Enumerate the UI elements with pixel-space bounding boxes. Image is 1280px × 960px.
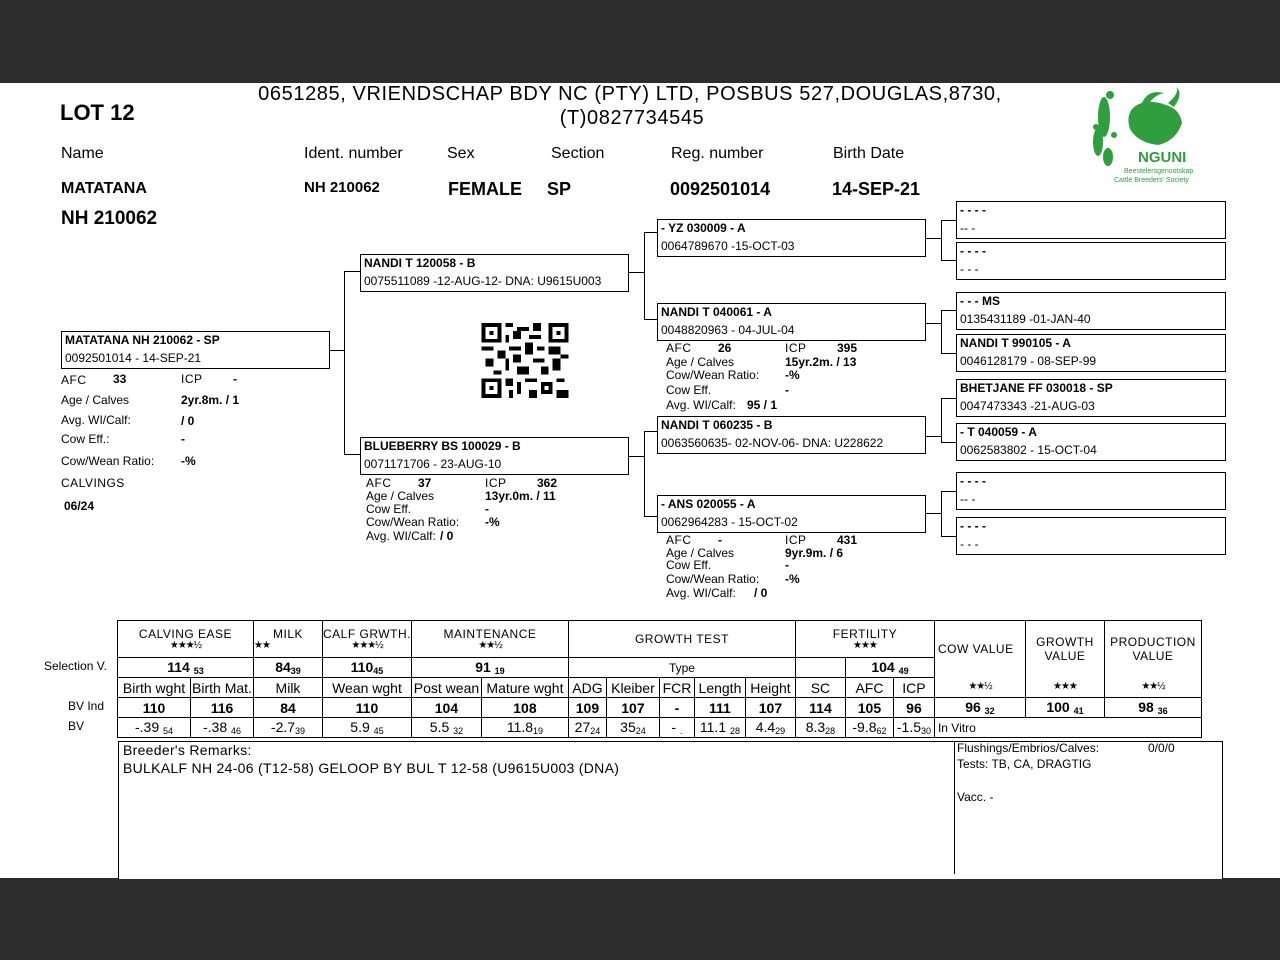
- g3-8-title: - - - -: [960, 519, 986, 533]
- dd-age: 9yr.9m. / 6: [785, 546, 844, 560]
- bv-wean-wght: [323, 718, 412, 738]
- production-value-stars-cell: [1104, 678, 1201, 698]
- growth-test-type: [568, 658, 795, 678]
- ind-height: 107: [745, 698, 795, 718]
- bv-fcr-val: -: [671, 719, 677, 735]
- sire-reg: 0075511089 -12-AUG-12- DNA: U9615U003: [364, 274, 602, 288]
- dam-eff: -: [485, 502, 489, 516]
- bv-wean-wght-val: 5.9: [350, 719, 370, 735]
- sel-milk: [254, 658, 323, 678]
- dd-eff-label: Cow Eff.: [666, 558, 712, 572]
- calvings-label: CALVINGS: [61, 476, 125, 490]
- g3-8-reg: - - -: [960, 537, 979, 551]
- pedigree-animal-title: MATATANA NH 210062 - SP: [65, 333, 220, 347]
- dam-icp-label: ICP: [485, 476, 507, 490]
- ind-adg: 109: [568, 698, 606, 718]
- ind-birth-wght: 110: [118, 698, 191, 718]
- sel-fert-val: 104: [871, 659, 895, 675]
- animal-age: 2yr.8m. / 1: [181, 393, 240, 407]
- ind-post-wean: 104: [411, 698, 481, 718]
- dd-eff: -: [785, 558, 789, 572]
- dam-age: 13yr.0m. / 11: [485, 489, 556, 503]
- trait-adg: ADG: [568, 678, 606, 698]
- sd-icp: 395: [837, 341, 858, 355]
- ind-sc: 114: [795, 698, 845, 718]
- owner-line-2: (T)0827734545: [559, 107, 705, 129]
- growth-test-type-label: Type: [668, 660, 695, 675]
- sel-maint: [411, 658, 568, 678]
- ss-reg: 0064789670 -15-OCT-03: [661, 239, 795, 253]
- ds-title: NANDI T 060235 - B: [661, 418, 773, 432]
- bv-mature-wght-acc: 19: [533, 726, 544, 736]
- bv-milk-val: -2.7: [270, 719, 296, 735]
- production-value-title: PRODUCTION VALUE: [1110, 635, 1196, 664]
- bv-birth-wght-val: -.39: [134, 719, 160, 735]
- bv-birth-wght: [118, 718, 191, 738]
- ind-milk: 84: [254, 698, 323, 718]
- bv-height-val: 4.4: [755, 719, 776, 735]
- bv-post-wean-val: 5.5: [429, 719, 450, 735]
- sel-calving: [118, 658, 254, 678]
- bv-icp: [893, 718, 934, 738]
- col-section-label: Section: [551, 145, 605, 162]
- sel-fert-acc: 49: [898, 666, 909, 676]
- bv-ind-label: BV Ind: [68, 699, 105, 713]
- fertility-header: [795, 621, 934, 658]
- sd-afc-label: AFC: [666, 341, 692, 355]
- dd-afc: -: [718, 533, 722, 547]
- pedigree-g3-box-7: [956, 472, 1226, 510]
- dd-wi-label: Avg. WI/Calf:: [666, 586, 736, 600]
- ind-mature-wght: 108: [481, 698, 568, 718]
- animal-icp-label: ICP: [181, 372, 203, 386]
- pedigree-g3-box-4: [956, 334, 1226, 372]
- production-value-stars: ★★½: [1141, 681, 1165, 693]
- col-sex-label: Sex: [447, 145, 475, 162]
- calving-ease-title: CALVING EASE: [138, 627, 233, 641]
- animal-ident-large: NH 210062: [61, 208, 158, 229]
- animal-section: SP: [547, 179, 572, 199]
- sd-cw-label: Cow/Wean Ratio:: [666, 368, 760, 382]
- growth-value-title: GROWTH VALUE: [1036, 635, 1094, 664]
- animal-cw: -%: [181, 454, 196, 468]
- dd-icp-label: ICP: [785, 533, 807, 547]
- bv-adg-acc: 24: [590, 726, 601, 736]
- logo-title: NGUNI: [1138, 149, 1187, 166]
- qr-code-icon: [481, 323, 569, 398]
- dd-cw-label: Cow/Wean Ratio:: [666, 572, 760, 586]
- g3-3-reg: 0135431189 -01-JAN-40: [960, 312, 1091, 326]
- sd-age-label: Age / Calves: [666, 355, 735, 369]
- sel-calf-acc: 45: [373, 666, 384, 676]
- bv-height: [745, 718, 795, 738]
- flushings-value: 0/0/0: [1148, 741, 1175, 755]
- animal-birth: 14-SEP-21: [832, 179, 921, 199]
- dam-age-label: Age / Calves: [366, 489, 435, 503]
- trait-mature-wght: Mature wght: [481, 678, 568, 698]
- animal-age-label: Age / Calves: [61, 393, 130, 407]
- sd-title: NANDI T 040061 - A: [661, 305, 772, 319]
- g3-5-title: BHETJANE FF 030018 - SP: [960, 381, 1113, 395]
- dam-cw-label: Cow/Wean Ratio:: [366, 515, 460, 529]
- animal-cw-label: Cow/Wean Ratio:: [61, 454, 155, 468]
- bv-birth-mat: [191, 718, 254, 738]
- g3-2-reg: - - -: [960, 262, 979, 276]
- bv-kleiber-val: 35: [620, 719, 636, 735]
- g3-3-title: - - - MS: [960, 294, 1000, 308]
- dd-icp: 431: [837, 533, 858, 547]
- production-value: 98: [1138, 699, 1154, 715]
- g3-5-reg: 0047473343 -21-AUG-03: [960, 399, 1095, 413]
- bv-post-wean-acc: 32: [453, 726, 464, 736]
- g3-6-title: - T 040059 - A: [960, 425, 1037, 439]
- logo-subtitle-2: Cattle Breeders' Society: [1114, 177, 1189, 184]
- cow-value-cell: [934, 698, 1025, 718]
- breeding-values-table: [117, 620, 1202, 738]
- calf-growth-header: [323, 621, 412, 658]
- animal-afc: 33: [113, 372, 127, 386]
- growth-value-header: [1025, 621, 1104, 678]
- trait-length: Length: [694, 678, 745, 698]
- pedigree-ds-box: [657, 416, 926, 454]
- sd-wi-label: Avg. WI/Calf:: [666, 398, 736, 412]
- sel-calf-val: 110: [350, 659, 374, 675]
- sel-calf: [323, 658, 412, 678]
- g3-7-title: - - - -: [960, 474, 986, 488]
- milk-header: [254, 621, 323, 658]
- trait-afc: AFC: [845, 678, 893, 698]
- in-vitro-label: In Vitro: [937, 720, 976, 735]
- bv-length-val: 11.1: [699, 719, 727, 735]
- bv-kleiber-acc: 24: [635, 726, 646, 736]
- dam-icp: 362: [537, 476, 558, 490]
- col-name-label: Name: [61, 145, 104, 162]
- calvings-value: 06/24: [64, 499, 95, 513]
- milk-title: MILK: [272, 627, 303, 641]
- sel-fert: [845, 658, 934, 678]
- sd-afc: 26: [718, 341, 732, 355]
- fertility-title: FERTILITY: [832, 627, 898, 641]
- dam-afc-label: AFC: [366, 476, 392, 490]
- sd-eff-label: Cow Eff.: [666, 383, 712, 397]
- dd-cw: -%: [785, 572, 800, 586]
- bv-sc: [795, 718, 845, 738]
- trait-height: Height: [745, 678, 795, 698]
- bv-kleiber: [606, 718, 659, 738]
- sel-milk-val: 84: [275, 659, 291, 675]
- pedigree-ss-box: [657, 219, 926, 257]
- calving-ease-header: [118, 621, 254, 658]
- pedigree-sire-box: [360, 254, 629, 292]
- production-value-cell: [1104, 698, 1201, 718]
- dam-title: BLUEBERRY BS 100029 - B: [364, 439, 521, 453]
- growth-value-cell: [1025, 698, 1104, 718]
- ind-kleiber: 107: [606, 698, 659, 718]
- dam-reg: 0071171706 - 23-AUG-10: [364, 457, 502, 471]
- trait-post-wean: Post wean: [411, 678, 481, 698]
- bv-mature-wght: [481, 718, 568, 738]
- pedigree-g3-box-5: [956, 379, 1226, 417]
- sire-title: NANDI T 120058 - B: [364, 256, 476, 270]
- in-vitro-cell: [934, 718, 1201, 738]
- bv-length-acc: 28: [730, 726, 741, 736]
- dam-eff-label: Cow Eff.: [366, 502, 412, 516]
- dam-cw: -%: [485, 515, 500, 529]
- trait-kleiber: Kleiber: [606, 678, 659, 698]
- ss-title: - YZ 030009 - A: [661, 221, 746, 235]
- bv-fcr-acc: .: [679, 726, 683, 736]
- pedigree-g3-box-6: [956, 423, 1226, 461]
- trait-milk: Milk: [254, 678, 323, 698]
- sd-reg: 0048820963 - 04-JUL-04: [661, 323, 795, 337]
- ind-wean-wght: 110: [323, 698, 412, 718]
- g3-1-title: - - - -: [960, 203, 986, 217]
- ind-fcr: -: [659, 698, 694, 718]
- bv-afc: [845, 718, 893, 738]
- animal-eff: -: [181, 432, 185, 446]
- maintenance-header: [411, 621, 568, 658]
- fertility-blank: [795, 658, 845, 678]
- dd-afc-label: AFC: [666, 533, 692, 547]
- g3-4-title: NANDI T 990105 - A: [960, 336, 1071, 350]
- trait-fcr: FCR: [659, 678, 694, 698]
- maintenance-stars: ★★½: [478, 640, 502, 651]
- bv-milk: [254, 718, 323, 738]
- dd-reg: 0062964283 - 15-OCT-02: [661, 515, 798, 529]
- animal-wi-label: Avg. WI/Calf:: [61, 413, 131, 427]
- bv-label: BV: [68, 719, 85, 733]
- remarks-label: Breeder's Remarks:: [123, 742, 252, 758]
- nguni-bull-icon: [1084, 87, 1214, 191]
- bv-afc-val: -9.8: [852, 719, 877, 735]
- trait-wean-wght: Wean wght: [323, 678, 412, 698]
- bv-milk-acc: 39: [295, 726, 306, 736]
- col-reg-label: Reg. number: [671, 145, 764, 162]
- growth-value: 100: [1046, 699, 1070, 715]
- milk-stars: ★★: [254, 640, 270, 651]
- bv-icp-val: -1.5: [896, 719, 921, 735]
- sel-calving-acc: 53: [193, 666, 204, 676]
- pedigree-sd-box: [657, 303, 926, 341]
- dam-afc: 37: [418, 476, 432, 490]
- pedigree-dam-box: [360, 437, 629, 475]
- bv-wean-wght-acc: 45: [373, 726, 384, 736]
- pedigree-g3-box-8: [956, 517, 1226, 555]
- pedigree-g3-box-3: [956, 292, 1226, 330]
- animal-sex: FEMALE: [448, 179, 522, 199]
- sel-maint-val: 91: [475, 659, 491, 675]
- pedigree-g3-box-2: [956, 242, 1226, 280]
- flushings-label: Flushings/Embrios/Calves:: [957, 741, 1100, 755]
- g3-6-reg: 0062583802 - 15-OCT-04: [960, 443, 1097, 457]
- animal-eff-label: Cow Eff.:: [61, 432, 110, 446]
- bv-height-acc: 29: [775, 726, 786, 736]
- pedigree-g3-box-1: [956, 201, 1226, 239]
- sel-milk-acc: 39: [290, 666, 301, 676]
- selection-value-label: Selection V.: [44, 659, 107, 673]
- g3-7-reg: -- -: [960, 492, 976, 506]
- ind-birth-mat: 116: [191, 698, 254, 718]
- bv-sc-acc: 28: [825, 726, 836, 736]
- calf-growth-stars: ★★★½: [351, 640, 383, 651]
- vacc-text: Vacc. -: [957, 790, 994, 804]
- bv-birth-wght-acc: 54: [163, 726, 174, 736]
- animal-afc-label: AFC: [61, 373, 87, 387]
- animal-ident: NH 210062: [304, 179, 380, 196]
- pedigree-animal-reg: 0092501014 - 14-SEP-21: [65, 351, 202, 365]
- nguni-logo: [1084, 87, 1214, 191]
- bv-birth-mat-val: -.38: [202, 719, 228, 735]
- ds-reg: 0063560635- 02-NOV-06- DNA: U228622: [661, 436, 884, 450]
- maintenance-title: MAINTENANCE: [443, 627, 537, 641]
- cow-value-stars-cell: [934, 678, 1025, 698]
- sd-eff: -: [785, 383, 789, 397]
- owner-line-1: 0651285, VRIENDSCHAP BDY NC (PTY) LTD, POSBUS 527,DOUGLAS,8730,: [258, 83, 1002, 105]
- col-ident-label: Ident. number: [304, 145, 403, 162]
- sd-icp-label: ICP: [785, 341, 807, 355]
- remarks-text: BULKALF NH 24-06 (T12-58) GELOOP BY BUL T 12-58 (U9615U003 (DNA): [123, 760, 620, 776]
- sd-cw: -%: [785, 368, 800, 382]
- animal-name: MATATANA: [61, 180, 147, 197]
- bv-sc-val: 8.3: [805, 719, 826, 735]
- g3-2-title: - - - -: [960, 244, 986, 258]
- bv-afc-acc: 62: [876, 726, 887, 736]
- animal-reg: 0092501014: [670, 179, 771, 199]
- ind-afc: 105: [845, 698, 893, 718]
- bv-adg: [568, 718, 606, 738]
- sale-catalogue-page: [0, 83, 1280, 878]
- bv-adg-val: 27: [574, 719, 591, 735]
- dd-title: - ANS 020055 - A: [661, 497, 756, 511]
- sd-wi: 95 / 1: [747, 398, 778, 412]
- dam-wi-label: Avg. WI/Calf:: [366, 529, 436, 543]
- production-value-header: [1104, 621, 1201, 678]
- lot-number: LOT 12: [60, 100, 135, 125]
- tests-text: Tests: TB, CA, DRAGTIG: [957, 757, 1092, 771]
- ind-length: 111: [694, 698, 745, 718]
- growth-value-acc: 41: [1073, 706, 1084, 716]
- trait-birth-wght: Birth wght: [118, 678, 191, 698]
- fertility-stars: ★★★: [853, 640, 877, 651]
- g3-4-reg: 0046128179 - 08-SEP-99: [960, 354, 1097, 368]
- animal-icp: -: [233, 372, 237, 386]
- growth-value-stars-cell: [1025, 678, 1104, 698]
- pedigree-dd-box: [657, 495, 926, 533]
- bv-fcr: [659, 718, 694, 738]
- dd-age-label: Age / Calves: [666, 546, 735, 560]
- cow-value-acc: 32: [984, 706, 995, 716]
- growth-value-stars: ★★★: [1053, 681, 1077, 693]
- col-birth-label: Birth Date: [833, 145, 905, 162]
- dd-wi: / 0: [754, 586, 768, 600]
- cow-value-title: COW VALUE: [937, 642, 1014, 657]
- production-value-acc: 36: [1157, 706, 1168, 716]
- sel-calving-val: 114: [167, 659, 190, 675]
- trait-sc: SC: [795, 678, 845, 698]
- cow-value: 96: [965, 699, 981, 715]
- growth-test-header: [568, 621, 795, 658]
- bv-mature-wght-val: 11.8: [506, 719, 534, 735]
- bv-icp-acc: 30: [921, 726, 932, 736]
- calving-ease-stars: ★★★½: [169, 640, 202, 651]
- animal-wi: / 0: [181, 414, 195, 428]
- trait-birth-mat: Birth Mat.: [192, 679, 252, 696]
- sd-age: 15yr.2m. / 13: [785, 355, 857, 369]
- cow-value-header: [934, 621, 1025, 678]
- cow-value-stars: ★★½: [968, 681, 992, 693]
- logo-subtitle-1: Beestelersgenootskap: [1124, 168, 1194, 175]
- trait-icp: ICP: [893, 678, 934, 698]
- sel-maint-acc: 19: [494, 666, 505, 676]
- growth-test-title: GROWTH TEST: [634, 632, 729, 646]
- bv-post-wean: [411, 718, 481, 738]
- dam-wi: / 0: [440, 529, 454, 543]
- calf-growth-title: CALF GRWTH.: [323, 627, 411, 641]
- pedigree-animal-box: [61, 331, 330, 369]
- bv-length: [694, 718, 745, 738]
- qr-code: [481, 323, 569, 398]
- remarks-box: [118, 741, 1223, 879]
- g3-1-reg: -- -: [960, 221, 976, 235]
- ind-icp: 96: [893, 698, 934, 718]
- bv-birth-mat-acc: 46: [231, 726, 242, 736]
